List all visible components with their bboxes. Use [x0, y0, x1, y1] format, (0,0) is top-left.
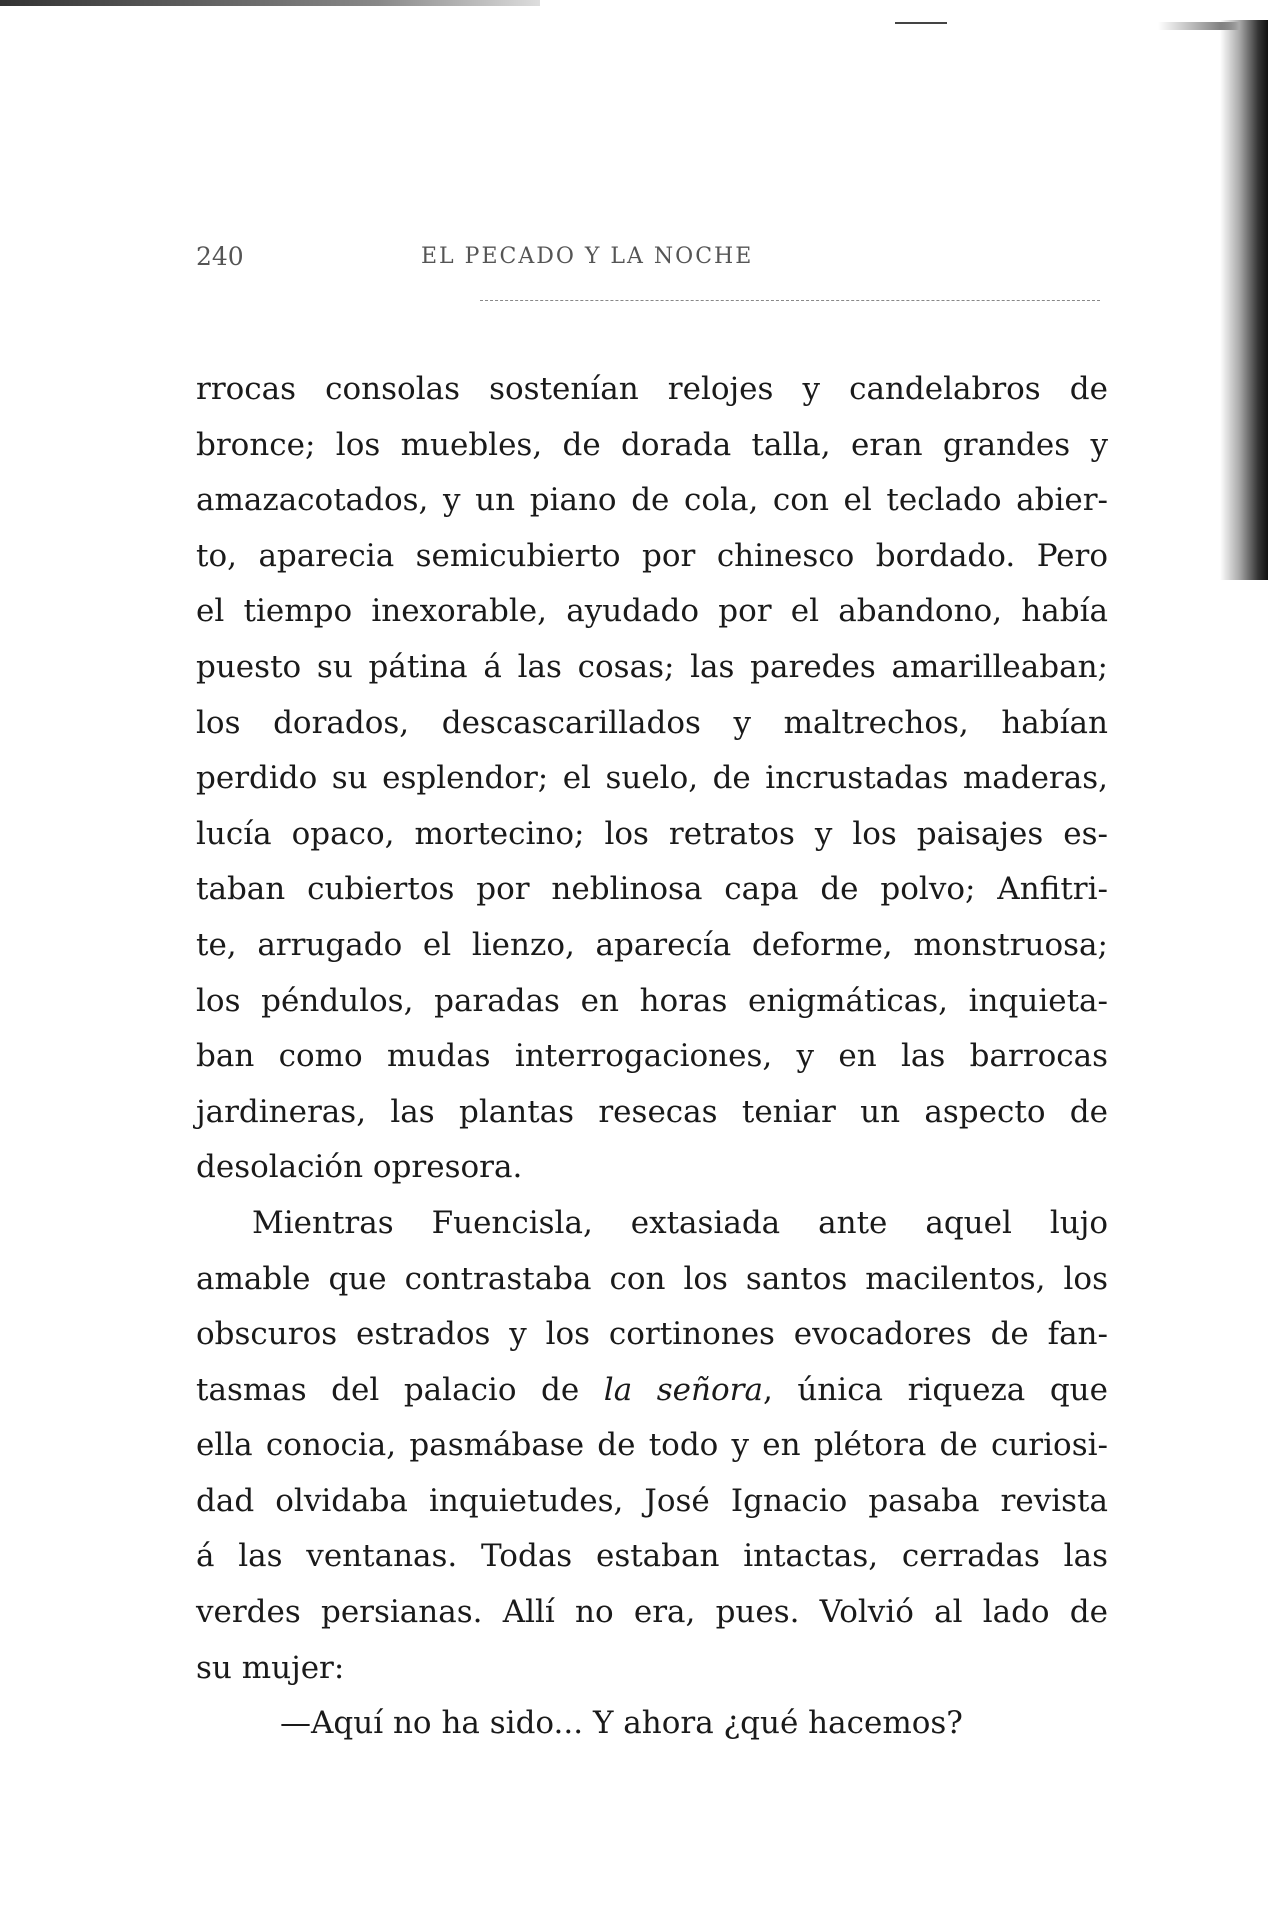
- text-line: ella conocia, pasmábase de todo y en plétora de curiosi-: [196, 1427, 1108, 1464]
- text-line: tasmas del palacio de la señora, única riqueza que: [196, 1371, 1108, 1408]
- text-line: Mientras Fuencisla, extasiada ante aquel lujo: [252, 1204, 1108, 1241]
- text-line: á las ventanas. Todas estaban intactas, cerradas las: [196, 1538, 1108, 1575]
- text-line: el tiempo inexorable, ayudado por el abandono, había: [196, 593, 1108, 630]
- text-line: amable que contrastaba con los santos macilentos, los: [196, 1260, 1108, 1297]
- text-line: to, aparecia semicubierto por chinesco bordado. Pero: [196, 537, 1108, 574]
- text-line: te, arrugado el lienzo, aparecía deforme, monstruosa;: [196, 926, 1108, 963]
- page-body: [196, 362, 1108, 1752]
- text-line: puesto su pátina á las cosas; las paredes amarilleaban;: [196, 648, 1108, 685]
- text-line: verdes persianas. Allí no era, pues. Volvió al lado de: [196, 1594, 1108, 1631]
- page-number: 240: [196, 242, 244, 271]
- emphasis: la señora: [603, 1371, 763, 1408]
- text-line: dad olvidaba inquietudes, José Ignacio pasaba revista: [196, 1482, 1108, 1519]
- text-line: los péndulos, paradas en horas enigmáticas, inquieta-: [196, 982, 1108, 1019]
- binding-shadow: [1220, 20, 1268, 580]
- text-line: perdido su esplendor; el suelo, de incrustadas maderas,: [196, 760, 1108, 797]
- running-title: EL PECADO Y LA NOCHE: [421, 244, 754, 269]
- scan-mark: [895, 22, 947, 24]
- scan-edge-mark: [0, 0, 540, 6]
- text-line: ban como mudas interrogaciones, y en las barrocas: [196, 1038, 1108, 1075]
- text-line: amazacotados, y un piano de cola, con el teclado abier-: [196, 482, 1108, 519]
- text-line: —Aquí no ha sido... Y ahora ¿qué hacemos?: [280, 1705, 963, 1742]
- text-line: obscuros estrados y los cortinones evocadores de fan-: [196, 1316, 1108, 1353]
- text-line: los dorados, descascarillados y maltrechos, habían: [196, 704, 1108, 741]
- text-line: jardineras, las plantas resecas teniar un aspecto de: [196, 1093, 1108, 1130]
- text-line: rrocas consolas sostenían relojes y candelabros de: [196, 371, 1108, 407]
- header-rule: [480, 300, 1100, 302]
- text-line: lucía opaco, mortecino; los retratos y los paisajes es-: [196, 815, 1108, 852]
- text-line: bronce; los muebles, de dorada talla, eran grandes y: [196, 426, 1108, 463]
- text-line: su mujer:: [196, 1649, 345, 1686]
- running-header: [196, 242, 1108, 282]
- text-line: desolación opresora.: [196, 1149, 523, 1186]
- text-line: taban cubiertos por neblinosa capa de polvo; Anfitri-: [196, 871, 1108, 908]
